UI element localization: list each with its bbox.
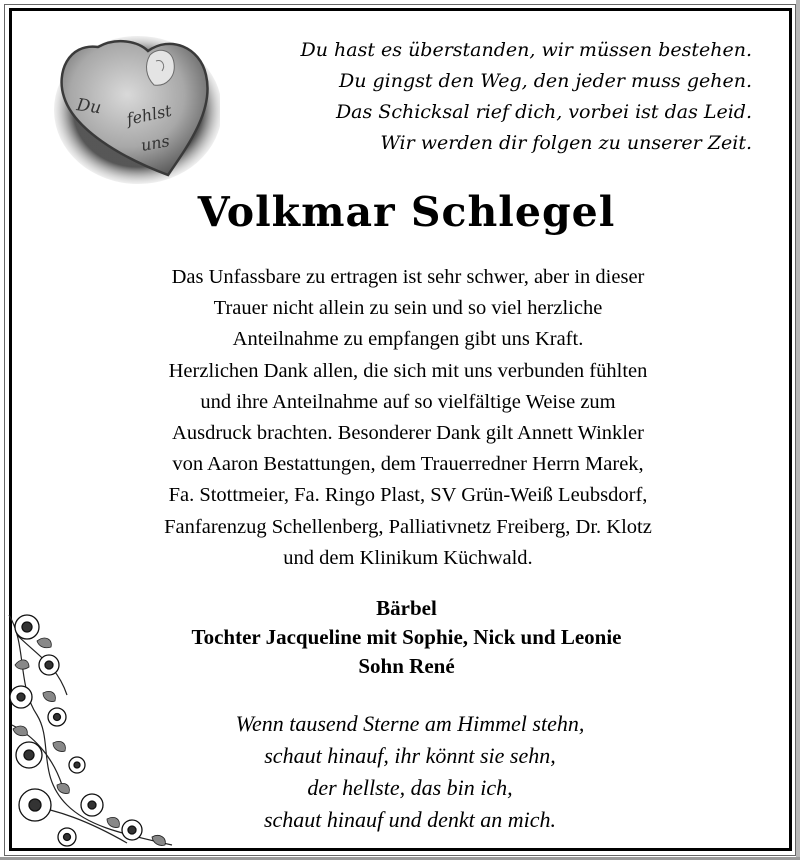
- text-line: und dem Klinikum Küchwald.: [283, 546, 533, 569]
- poem-line: Das Schicksal rief dich, vorbei ist das Leid.: [335, 101, 752, 123]
- thanks-text: [40, 262, 776, 574]
- poem-line: der hellste, das bin ich,: [307, 775, 513, 800]
- text-line: Fanfarenzug Schellenberg, Palliativnetz Freiberg, Dr. Klotz: [164, 515, 652, 538]
- text-line: Fa. Stottmeier, Fa. Ringo Plast, SV Grün-Weiß Leubsdorf,: [168, 484, 648, 507]
- text-line: Ausdruck brachten. Besonderer Dank gilt Annett Winkler: [172, 422, 644, 445]
- poem-line: Du hast es überstanden, wir müssen bestehen.: [300, 39, 752, 61]
- heart-stone-icon: [50, 25, 220, 185]
- signer-line: Tochter Jacqueline mit Sophie, Nick und Leonie: [191, 625, 622, 649]
- poem-line: schaut hinauf und denkt an mich.: [263, 807, 557, 832]
- signer-line: Bärbel: [376, 596, 437, 620]
- text-line: Anteilnahme zu empfangen gibt uns Kraft.: [232, 328, 584, 351]
- text-line: Herzlichen Dank allen, die sich mit uns verbunden fühlten: [168, 359, 648, 382]
- signer-line: Sohn René: [358, 654, 455, 678]
- poem-line: Wir werden dir folgen zu unserer Zeit.: [380, 132, 752, 154]
- deceased-name: Volkmar Schlegel: [197, 188, 616, 236]
- opening-poem: [232, 35, 752, 159]
- poem-line: Wenn tausend Sterne am Himmel stehn,: [235, 711, 585, 736]
- heart-text-1: Du: [75, 95, 103, 119]
- poem-line: Du gingst den Weg, den jeder muss gehen.: [338, 70, 752, 92]
- text-line: Trauer nicht allein zu sein und so viel herzliche: [213, 297, 603, 320]
- text-line: und ihre Anteilnahme auf so vielfältige Weise zum: [200, 390, 616, 413]
- text-line: Das Unfassbare zu ertragen ist sehr schwer, aber in dieser: [171, 266, 645, 288]
- heart-text-2: fehlst: [124, 100, 174, 129]
- floral-corner-icon: [7, 605, 177, 850]
- poem-line: schaut hinauf, ihr könnt sie sehn,: [264, 743, 556, 768]
- heart-text-3: uns: [139, 131, 172, 155]
- text-line: von Aaron Bestattungen, dem Trauerredner Herrn Marek,: [172, 453, 644, 476]
